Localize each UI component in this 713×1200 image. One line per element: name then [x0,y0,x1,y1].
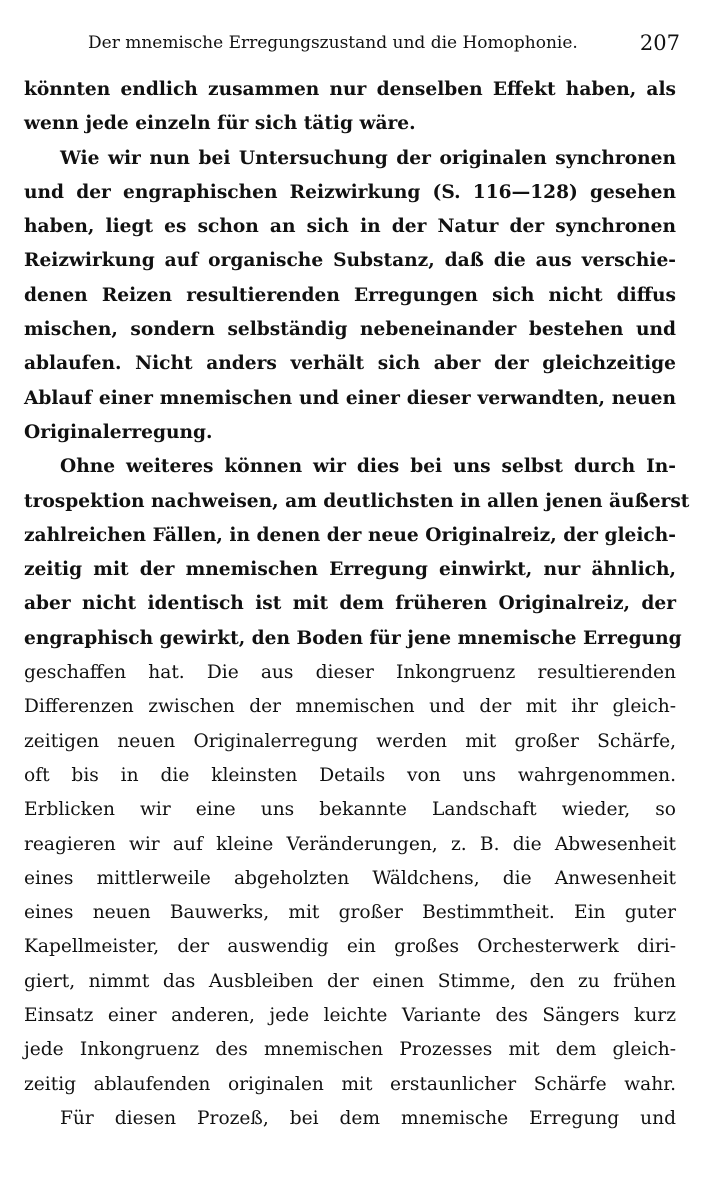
text-line: Für diesen Prozeß, bei dem mnemische Erregung und [60,1107,676,1129]
text-line: aber nicht identisch ist mit dem früheren Originalreiz, der [24,593,676,615]
text-line: eines mittlerweile abgeholzten Wäldchens, die Anwesenheit [24,867,676,889]
text-line: zahlreichen Fällen, in denen der neue Originalreiz, der gleich- [24,524,676,546]
text-line: trospektion nachweisen, am deutlichsten in allen jenen äußerst [24,490,690,512]
text-line: und der engraphischen Reizwirkung (S. 116—128) gesehen [24,181,676,203]
text-line: Erblicken wir eine uns bekannte Landschaft wieder, so [24,799,676,821]
text-line: könnten endlich zusammen nur denselben Effekt haben, als [24,79,676,100]
text-line: Kapellmeister, der auswendig ein großes Orchesterwerk diri- [24,936,676,958]
text-line: zeitigen neuen Originalerregung werden mit großer Schärfe, [24,730,676,752]
text-line: jede Inkongruenz des mnemischen Prozesses mit dem gleich- [24,1039,676,1061]
text-line: wenn jede einzeln für sich tätig wäre. [24,113,416,135]
text-line: ablaufen. Nicht anders verhält sich aber der gleichzeitige [24,353,676,375]
text-line: mischen, sondern selbständig nebeneinander bestehen und [24,319,676,341]
text-line: haben, liegt es schon an sich in der Natur der synchronen [24,216,676,238]
body-text [24,73,690,1136]
text-line: reagieren wir auf kleine Veränderungen, z. B. die Abwesenheit [24,833,676,855]
text-line: Reizwirkung auf organische Substanz, daß die aus verschie- [24,250,676,272]
page-number: 207 [639,31,680,55]
text-line: giert, nimmt das Ausbleiben der einen Stimme, den zu frühen [24,970,676,992]
text-line: Ablauf einer mnemischen und einer dieser verwandten, neuen [24,387,676,409]
text-line: Einsatz einer anderen, jede leichte Variante des Sängers kurz [24,1005,676,1027]
text-line: Ohne weiteres können wir dies bei uns selbst durch In- [60,456,676,478]
text-line: oft bis in die kleinsten Details von uns wahrgenommen. [24,764,676,786]
text-line: eines neuen Bauwerks, mit großer Bestimmtheit. Ein guter [24,902,676,924]
text-line: engraphisch gewirkt, den Boden für jene mnemische Erregung [24,627,682,649]
running-title: Der mnemische Erregungszustand und die Homophonie. [88,33,578,53]
text-line: Wie wir nun bei Untersuchung der originalen synchronen [60,147,676,169]
text-line: geschaffen hat. Die aus dieser Inkongruenz resultierenden [24,662,676,684]
text-line: zeitig ablaufenden originalen mit erstaunlicher Schärfe wahr. [24,1073,676,1095]
text-line: Originalerregung. [24,421,213,443]
running-head [88,26,680,60]
text-line: Differenzen zwischen der mnemischen und der mit ihr gleich- [24,696,676,718]
text-line: denen Reizen resultierenden Erregungen sich nicht diffus [24,284,676,306]
text-line: zeitig mit der mnemischen Erregung einwirkt, nur ähnlich, [24,559,676,581]
